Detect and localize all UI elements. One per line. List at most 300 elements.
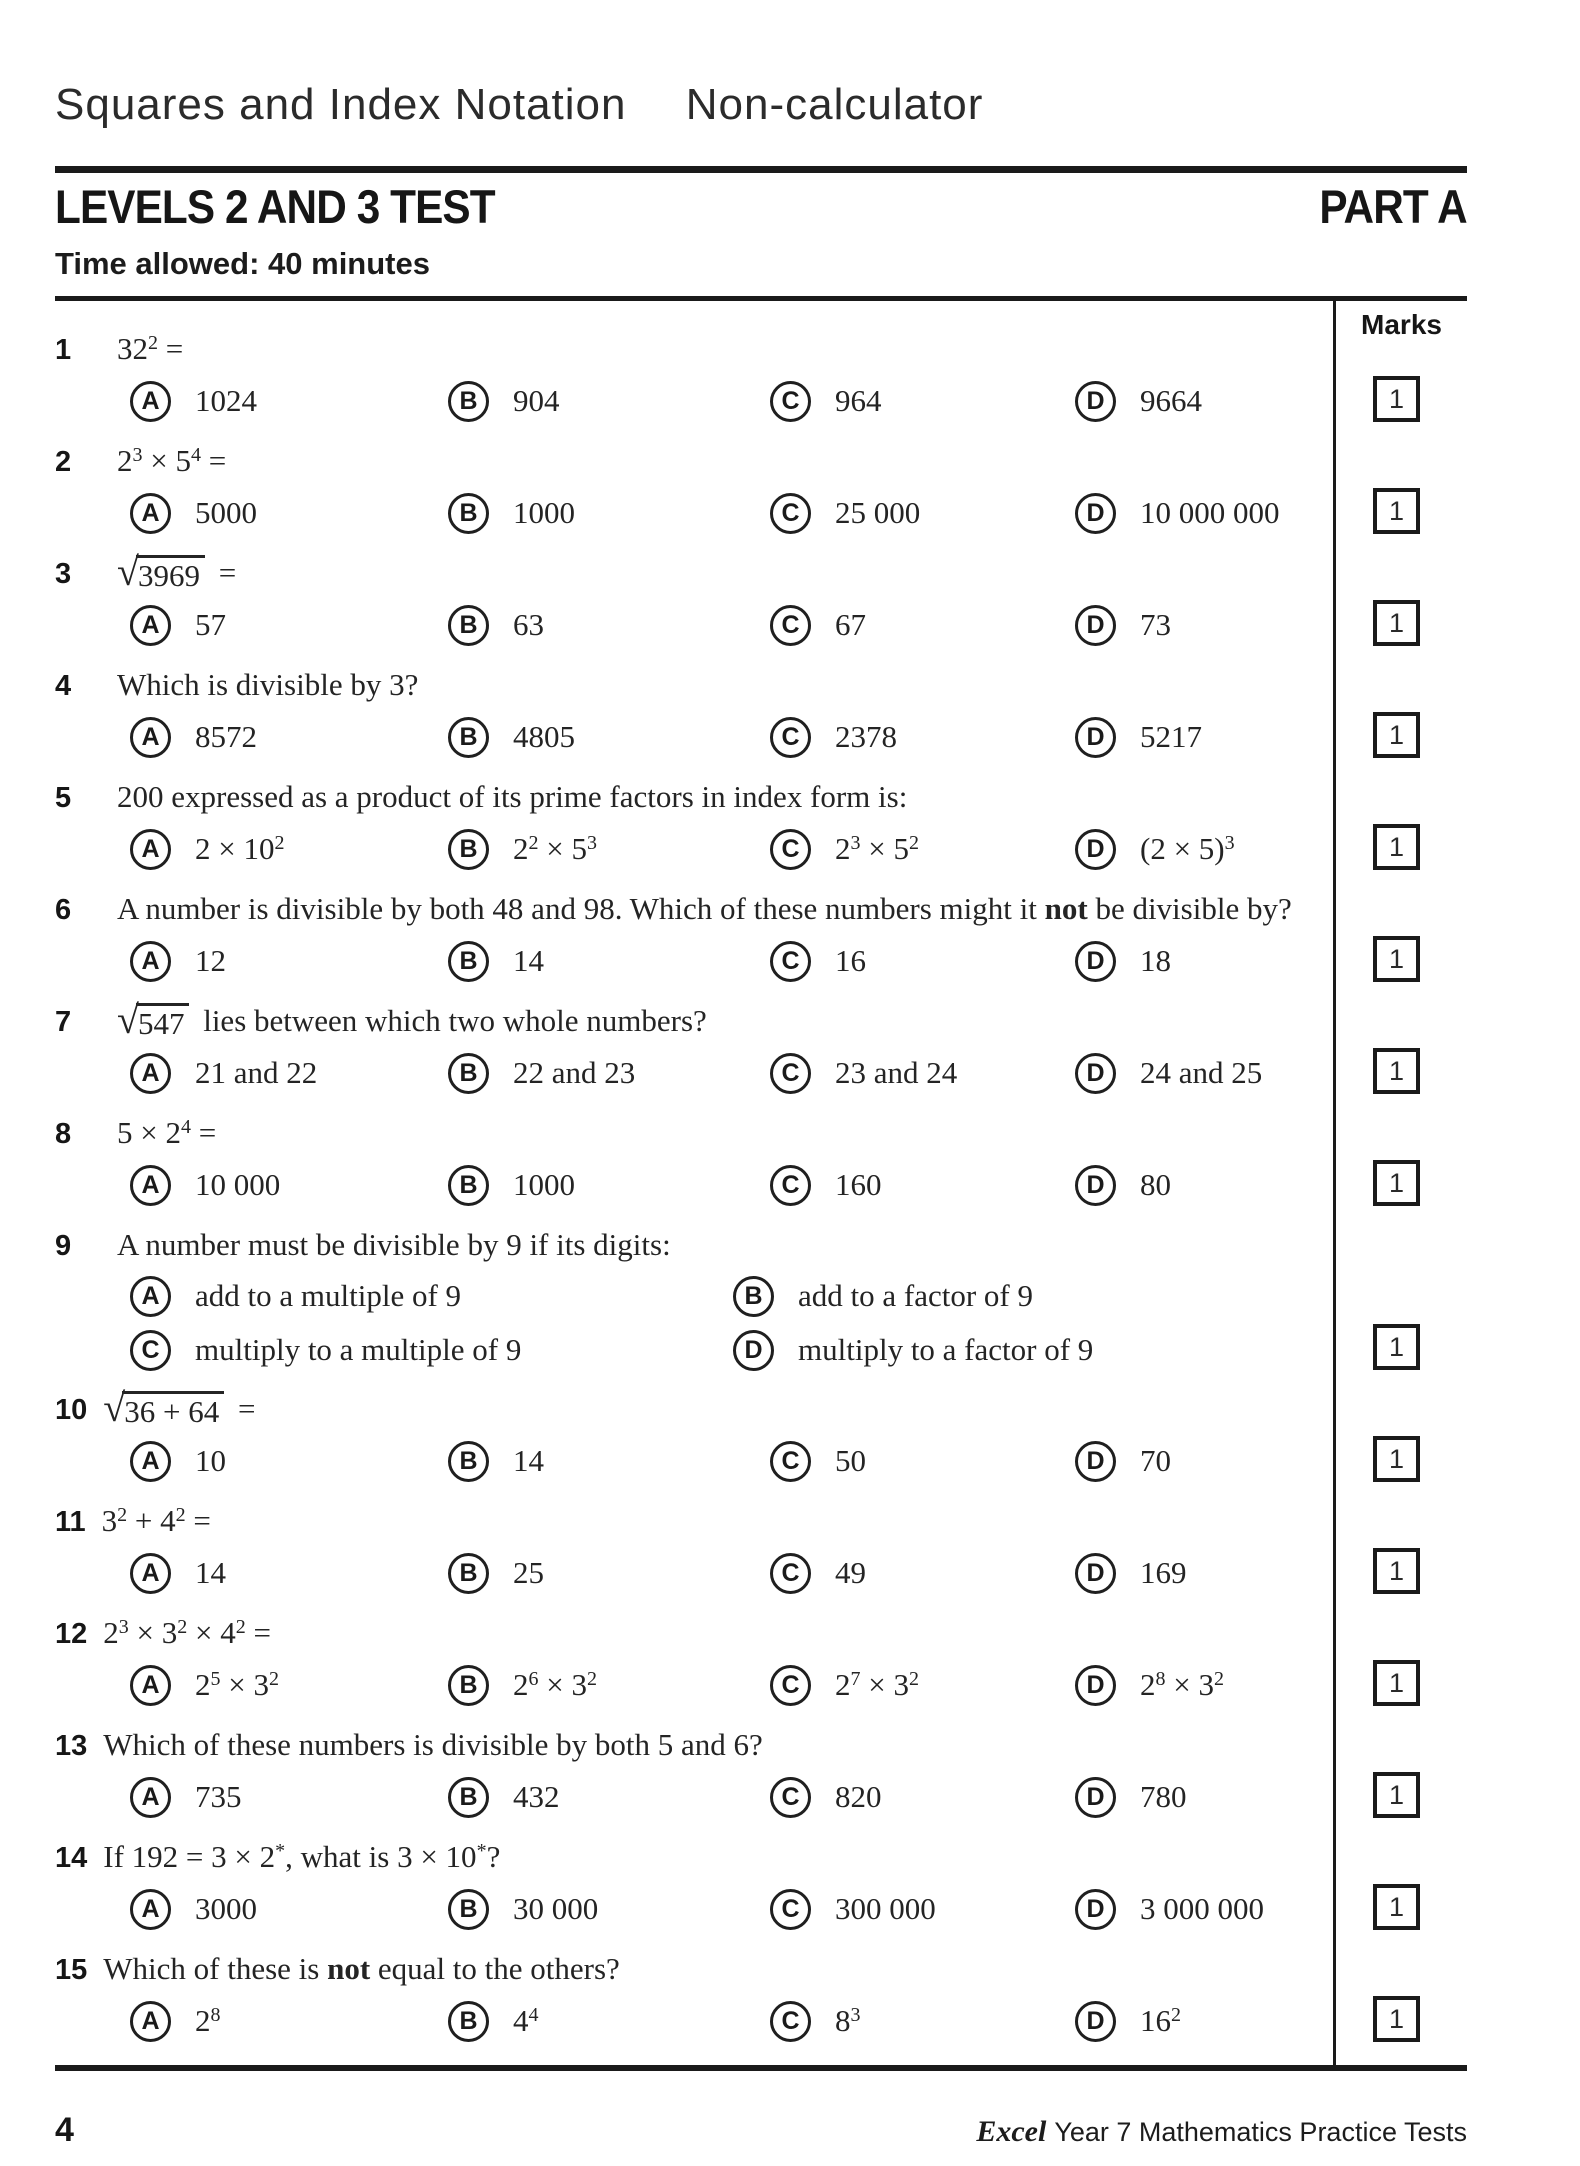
option-value: $2^7 \times 3^2$ [835,1667,919,1702]
marks-box [1373,376,1420,422]
option-4A [130,709,257,765]
options-row [55,485,1317,541]
option-letter-circle: C [770,1165,811,1206]
question-5 [55,777,1405,877]
question-number: 7 [55,1006,72,1038]
question-14 [55,1837,1405,1937]
option-value: $2^8$ [195,2003,221,2038]
marks-value: 1 [1388,2003,1405,2034]
option-letter-circle: A [130,1053,171,1094]
option-value: 50 [835,1443,866,1478]
marks-value: 1 [1388,607,1405,638]
option-value: 25 [513,1555,544,1590]
option-letter-circle: A [130,829,171,870]
question-stem [55,441,1317,485]
question-stem [55,1113,1317,1157]
option-letter-circle: A [130,1665,171,1706]
option-value: 14 [513,943,544,978]
option-9D [733,1323,1093,1377]
option-value: 1000 [513,495,575,530]
question-number: 15 [55,1954,88,1986]
question-text: $5 \times 2^4$ = [117,1115,217,1150]
calculator-mode-label: Non-calculator [685,80,984,129]
option-letter-circle: B [448,381,489,422]
question-1 [55,329,1405,429]
option-11A [130,1545,226,1601]
option-5A [130,821,284,877]
option-2D [1075,485,1280,541]
question-text: $32^2$ = [117,331,184,366]
page-footer [55,2111,1467,2150]
option-12D [1075,1657,1224,1713]
option-value: 10 000 000 [1140,495,1280,530]
option-value: 14 [195,1555,226,1590]
option-value: 300 000 [835,1891,936,1926]
option-letter-circle: B [448,2001,489,2042]
option-13C [770,1769,882,1825]
option-letter-circle: B [448,605,489,646]
option-6C [770,933,866,989]
option-value: $2 \times 10^2$ [195,831,285,866]
option-value: 780 [1140,1779,1187,1814]
question-stem [55,1501,1317,1545]
option-10A [130,1433,226,1489]
option-letter-circle: C [770,605,811,646]
option-letter-circle: B [448,1665,489,1706]
marks-box [1373,1048,1420,1094]
option-value: 30 000 [513,1891,599,1926]
marks-box [1373,1436,1420,1482]
option-8B [448,1157,575,1213]
marks-value: 1 [1388,1891,1405,1922]
question-number: 4 [55,670,72,702]
question-stem [55,997,1317,1045]
option-letter-circle: C [770,381,811,422]
option-value: add to a multiple of 9 [195,1278,462,1313]
option-value: 904 [513,383,560,418]
option-letter-circle: D [1075,605,1116,646]
option-3C [770,597,866,653]
part-label: PART A [1319,180,1467,233]
option-letter-circle: A [130,1889,171,1930]
option-2B [448,485,575,541]
option-letter-circle: B [448,941,489,982]
marks-box [1373,600,1420,646]
question-6 [55,889,1405,989]
option-letter-circle: C [770,1553,811,1594]
question-text: 200 expressed as a product of its prime factors in index form is: [117,779,908,814]
question-15 [55,1949,1405,2049]
options-row [55,1433,1317,1489]
marks-value: 1 [1388,1555,1405,1586]
option-11C [770,1545,866,1601]
option-6A [130,933,226,989]
options-row [55,597,1317,653]
option-13A [130,1769,242,1825]
option-3B [448,597,544,653]
marks-box [1373,1884,1420,1930]
subject-title: Squares and Index Notation [55,80,627,129]
question-2 [55,441,1405,541]
option-8C [770,1157,882,1213]
option-3D [1075,597,1171,653]
option-value: 57 [195,607,226,642]
question-text: $2^3 \times 5^4$ = [117,443,227,478]
option-7D [1075,1045,1262,1101]
question-text: √ 3969 = [117,549,237,594]
option-value: 2378 [835,719,897,754]
question-text: If 192 = 3 × 2*, what is 3 × 10*? [103,1839,501,1874]
question-number: 3 [55,558,72,590]
option-1B [448,373,560,429]
option-value: $2^5 \times 3^2$ [195,1667,279,1702]
question-number: 8 [55,1118,72,1150]
option-9B [733,1269,1033,1323]
option-letter-circle: D [1075,1665,1116,1706]
option-value: 4805 [513,719,575,754]
test-title: LEVELS 2 AND 3 TEST [55,180,495,233]
question-4 [55,665,1405,765]
marks-value: 1 [1388,383,1405,414]
question-stem [55,1725,1317,1769]
options-row [55,1269,1317,1323]
question-text: √ 36 + 64 = [103,1385,256,1430]
option-4D [1075,709,1202,765]
option-7B [448,1045,635,1101]
option-letter-circle: C [770,1777,811,1818]
question-text: A number is divisible by both 48 and 98. Which of these numbers might it not be divisible by? [117,891,1292,926]
question-stem [55,1613,1317,1657]
option-value: 432 [513,1779,560,1814]
option-5B [448,821,597,877]
question-stem [55,1837,1317,1881]
option-15A [130,1993,221,2049]
marks-value: 1 [1388,1443,1405,1474]
question-stem [55,1225,1317,1269]
option-value: 3 000 000 [1140,1891,1264,1926]
marks-value: 1 [1388,1167,1405,1198]
marks-value: 1 [1388,1779,1405,1810]
option-letter-circle: A [130,941,171,982]
option-value: $2^2 \times 5^3$ [513,831,597,866]
marks-box [1373,1660,1420,1706]
marks-box [1373,824,1420,870]
marks-box [1373,936,1420,982]
question-9 [55,1225,1405,1377]
option-15C [770,1993,861,2049]
series-brand: Excel [976,2115,1047,2148]
option-8A [130,1157,280,1213]
option-12A [130,1657,279,1713]
option-7C [770,1045,957,1101]
option-value: 820 [835,1779,882,1814]
option-value: 12 [195,943,226,978]
question-3 [55,549,1405,653]
option-letter-circle: A [130,717,171,758]
question-number: 14 [55,1842,88,1874]
option-6B [448,933,544,989]
question-13 [55,1725,1405,1825]
page-number: 4 [55,2111,74,2149]
option-value: 5000 [195,495,257,530]
option-letter-circle: C [770,941,811,982]
option-1D [1075,373,1202,429]
option-4C [770,709,897,765]
option-value: 73 [1140,607,1171,642]
option-12B [448,1657,597,1713]
option-value: $(2 \times 5)^3$ [1140,831,1235,866]
option-15D [1075,1993,1181,2049]
option-value: 25 000 [835,495,921,530]
marks-value: 1 [1388,1331,1405,1362]
marks-box [1373,488,1420,534]
option-value: $2^6 \times 3^2$ [513,1667,597,1702]
option-letter-circle: B [733,1276,774,1317]
option-14B [448,1881,598,1937]
option-letter-circle: D [1075,381,1116,422]
question-stem [55,549,1317,597]
marks-box [1373,1548,1420,1594]
option-value: $2^3 \times 5^2$ [835,831,919,866]
option-value: 14 [513,1443,544,1478]
question-number: 6 [55,894,72,926]
option-value: 1024 [195,383,257,418]
option-letter-circle: D [1075,829,1116,870]
option-letter-circle: D [1075,1553,1116,1594]
option-value: 21 and 22 [195,1055,318,1090]
questions-area [55,296,1467,2071]
question-text: Which of these is not equal to the others? [103,1951,620,1986]
option-letter-circle: C [770,1441,811,1482]
option-2A [130,485,257,541]
option-value: 964 [835,383,882,418]
option-letter-circle: D [1075,941,1116,982]
option-value: $8^3$ [835,2003,861,2038]
option-9C [130,1323,521,1377]
option-letter-circle: D [1075,1053,1116,1094]
option-letter-circle: A [130,2001,171,2042]
option-value: $16^2$ [1140,2003,1181,2038]
option-10C [770,1433,866,1489]
option-value: 10 [195,1443,226,1478]
option-value: 3000 [195,1891,257,1926]
option-value: 16 [835,943,866,978]
marks-column-divider [1333,301,1336,2065]
question-number: 10 [55,1394,88,1426]
option-letter-circle: A [130,1441,171,1482]
question-stem [55,329,1317,373]
option-letter-circle: B [448,717,489,758]
marks-box [1373,1324,1420,1370]
option-value: 70 [1140,1443,1171,1478]
question-stem [55,1385,1317,1433]
marks-value: 1 [1388,831,1405,862]
option-value: 22 and 23 [513,1055,636,1090]
option-value: 63 [513,607,544,642]
option-letter-circle: D [1075,1165,1116,1206]
options-row [55,1157,1317,1213]
option-value: 160 [835,1167,882,1202]
options-row [55,1993,1317,2049]
option-letter-circle: B [448,493,489,534]
options-row [55,1769,1317,1825]
marks-box [1373,1160,1420,1206]
time-allowed-label: Time allowed: 40 minutes [55,246,430,281]
option-letter-circle: C [770,1053,811,1094]
option-value: add to a factor of 9 [798,1278,1033,1313]
option-letter-circle: D [1075,2001,1116,2042]
option-letter-circle: C [130,1330,171,1371]
option-value: 49 [835,1555,866,1590]
document-header [55,80,1467,130]
option-letter-circle: D [1075,1777,1116,1818]
question-number: 2 [55,446,72,478]
options-row [55,1657,1317,1713]
option-letter-circle: C [770,1889,811,1930]
option-letter-circle: B [448,1553,489,1594]
question-list [55,329,1405,2049]
marks-value: 1 [1388,943,1405,974]
option-10D [1075,1433,1171,1489]
option-13D [1075,1769,1187,1825]
option-letter-circle: D [1075,493,1116,534]
option-value: 18 [1140,943,1171,978]
question-8 [55,1113,1405,1213]
option-letter-circle: A [130,1777,171,1818]
question-stem [55,665,1317,709]
option-14D [1075,1881,1264,1937]
question-text: $2^3 \times 3^2 \times 4^2$ = [103,1615,271,1650]
question-10 [55,1385,1405,1489]
options-row [55,373,1317,429]
option-value: 80 [1140,1167,1171,1202]
option-value: $4^4$ [513,2003,539,2038]
question-number: 12 [55,1618,88,1650]
marks-box [1373,712,1420,758]
option-letter-circle: A [130,1276,171,1317]
option-3A [130,597,226,653]
option-letter-circle: D [1075,717,1116,758]
options-row [55,933,1317,989]
option-letter-circle: C [770,1665,811,1706]
option-14A [130,1881,257,1937]
marks-box [1373,1772,1420,1818]
option-4B [448,709,575,765]
option-5D [1075,821,1235,877]
option-letter-circle: A [130,381,171,422]
question-text: √ 547 lies between which two whole numbers? [117,997,707,1042]
option-letter-circle: C [770,717,811,758]
question-stem [55,777,1317,821]
option-value: 735 [195,1779,242,1814]
options-row [55,709,1317,765]
option-letter-circle: B [448,1053,489,1094]
question-stem [55,889,1317,933]
options-row [55,1323,1317,1377]
question-text: $3^2 + 4^2$ = [101,1503,211,1538]
question-number: 1 [55,334,72,366]
option-value: 10 000 [195,1167,281,1202]
option-1A [130,373,257,429]
option-letter-circle: C [770,829,811,870]
option-letter-circle: C [770,493,811,534]
question-text: Which is divisible by 3? [117,667,419,702]
options-row [55,821,1317,877]
option-11D [1075,1545,1187,1601]
option-value: 23 and 24 [835,1055,958,1090]
option-letter-circle: A [130,1553,171,1594]
option-1C [770,373,882,429]
option-letter-circle: B [448,1441,489,1482]
header-divider-rule [55,166,1467,173]
question-number: 13 [55,1730,88,1762]
series-name: Year 7 Mathematics Practice Tests [1054,2117,1467,2147]
options-row [55,1881,1317,1937]
option-letter-circle: A [130,605,171,646]
option-letter-circle: B [448,1165,489,1206]
option-letter-circle: A [130,1165,171,1206]
marks-value: 1 [1388,1667,1405,1698]
option-13B [448,1769,560,1825]
option-7A [130,1045,317,1101]
option-letter-circle: A [130,493,171,534]
option-14C [770,1881,936,1937]
question-7 [55,997,1405,1101]
marks-value: 1 [1388,719,1405,750]
options-row [55,1045,1317,1101]
option-6D [1075,933,1171,989]
option-letter-circle: B [448,829,489,870]
series-title [976,2115,1467,2149]
option-value: 8572 [195,719,257,754]
option-value: multiply to a factor of 9 [798,1332,1094,1367]
option-12C [770,1657,919,1713]
test-title-row [55,179,1467,234]
option-letter-circle: D [1075,1441,1116,1482]
option-9A [130,1269,461,1323]
option-letter-circle: C [770,2001,811,2042]
question-stem [55,1949,1317,1993]
question-number: 9 [55,1230,72,1262]
marks-value: 1 [1388,495,1405,526]
option-letter-circle: D [733,1330,774,1371]
option-letter-circle: B [448,1889,489,1930]
marks-value: 1 [1388,1055,1405,1086]
option-15B [448,1993,539,2049]
option-letter-circle: B [448,1777,489,1818]
option-value: 1000 [513,1167,575,1202]
option-value: $2^8 \times 3^2$ [1140,1667,1224,1702]
question-11 [55,1501,1405,1601]
question-text: A number must be divisible by 9 if its digits: [117,1227,671,1262]
option-letter-circle: D [1075,1889,1116,1930]
option-10B [448,1433,544,1489]
option-2C [770,485,920,541]
marks-box [1373,1996,1420,2042]
question-text: Which of these numbers is divisible by both 5 and 6? [103,1727,763,1762]
question-number: 5 [55,782,72,814]
option-value: multiply to a multiple of 9 [195,1332,522,1367]
option-value: 5217 [1140,719,1202,754]
question-12 [55,1613,1405,1713]
option-value: 67 [835,607,866,642]
option-11B [448,1545,544,1601]
option-5C [770,821,919,877]
options-row [55,1545,1317,1601]
marks-column-header: Marks [1361,309,1442,340]
option-8D [1075,1157,1171,1213]
question-number: 11 [55,1506,86,1538]
